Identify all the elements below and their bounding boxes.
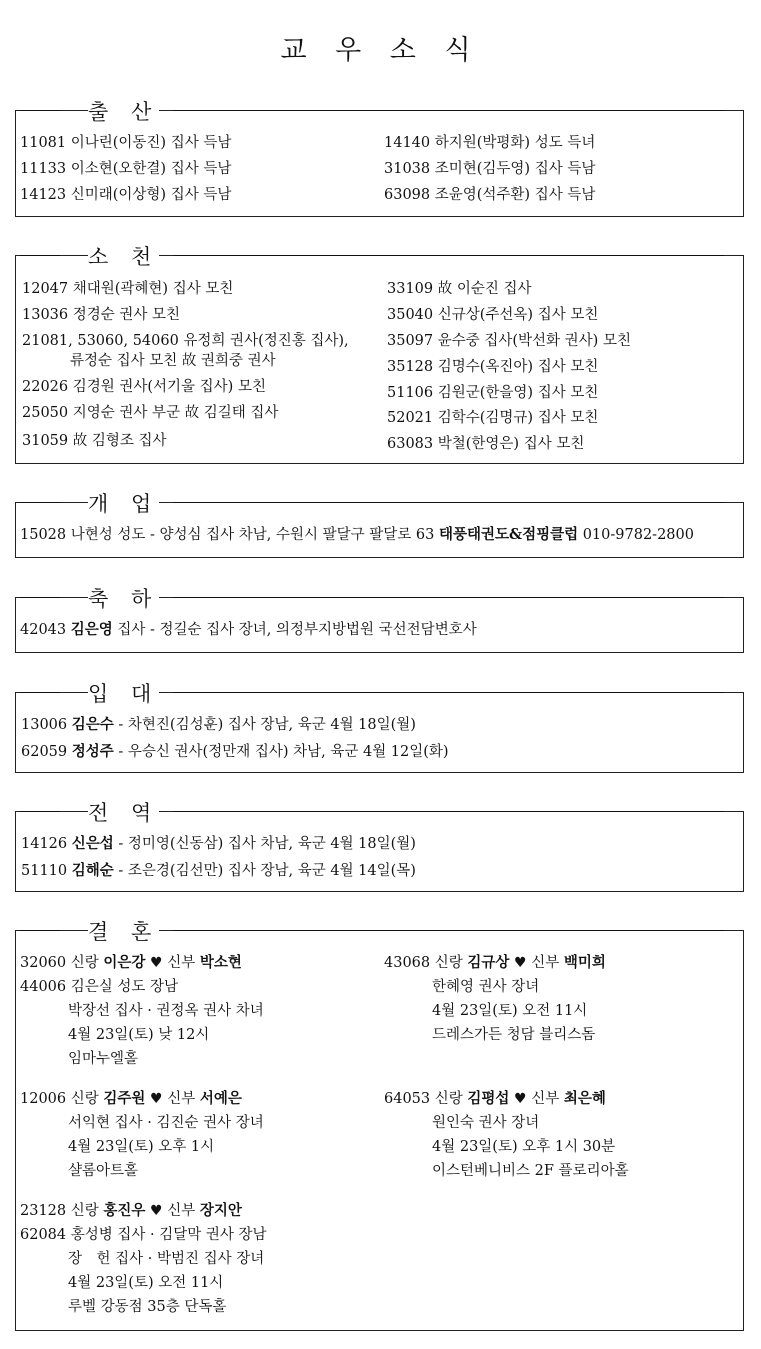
birth-item: 14140 하지원(박평화) 성도 득녀 [384,135,596,151]
wedding-line: 4월 23일(토) 오후 1시 30분 [432,1139,616,1155]
wedding-couple: 32060 신랑 이은강 ♥ 신부 박소현 [20,954,242,971]
wedding-line: 샬롬아트홀 [68,1163,139,1179]
enlist-item: 62059 정성주 - 우승신 권사(정만재 집사) 차남, 육군 4월 12일(화) [21,743,449,760]
opening-heading-label: 개 업 [88,488,159,518]
wedding-couple: 23128 신랑 홍진우 ♥ 신부 장지안 [20,1202,242,1219]
death-item: 51106 김원군(한을영) 집사 모친 [387,385,599,401]
death-item: 13036 정경순 권사 모친 [22,307,181,323]
wedding-line: 드레스가든 청담 블리스돔 [432,1027,596,1043]
death-item: 52021 김학수(김명규) 집사 모친 [387,410,599,426]
wedding-line: 4월 23일(토) 오후 1시 [68,1139,215,1155]
wedding-line: 44006 김은실 성도 장남 [20,979,179,995]
death-item: 33109 故 이순진 집사 [387,281,532,297]
death-item: 63083 박철(한영은) 집사 모친 [387,436,585,452]
wedding-line: 4월 23일(토) 오전 11시 [68,1275,224,1291]
wedding-line: 박장선 집사 · 권정옥 권사 차녀 [68,1003,264,1019]
discharge-item: 14126 신은섭 - 정미영(신동삼) 집사 차남, 육군 4월 18일(월) [21,835,416,852]
wedding-line: 임마누엘홀 [68,1051,139,1067]
heart-icon: ♥ [150,955,163,971]
enlist-heading-label: 입 대 [88,678,159,708]
wedding-line: 원인숙 권사 장녀 [432,1115,540,1131]
wedding-heading-label: 결 혼 [88,916,159,946]
heart-icon: ♥ [514,1091,527,1107]
wedding-line: 62084 홍성병 집사 · 김달막 권사 장남 [20,1227,267,1243]
opening-business-name: 태풍태권도&점핑클럽 [438,526,579,543]
death-item: 35040 신규상(주선옥) 집사 모친 [387,307,599,323]
wedding-line: 4월 23일(토) 낮 12시 [68,1027,210,1043]
wedding-line: 서익현 집사 · 김진순 권사 장녀 [68,1115,264,1131]
birth-box [15,110,744,217]
discharge-heading-label: 전 역 [88,797,159,827]
death-item: 21081, 53060, 54060 유정희 권사(정진홍 집사), [22,333,349,349]
death-item: 12047 채대원(곽혜현) 집사 모친 [22,281,234,297]
death-item: 22026 김경원 권사(서기울 집사) 모친 [22,379,266,395]
heart-icon: ♥ [150,1203,163,1219]
birth-heading-label: 출 산 [88,96,159,126]
death-box [15,255,744,464]
wedding-line: 한혜영 권사 장녀 [432,979,540,995]
page-title: 교 우 소 식 [280,35,481,66]
death-heading-label: 소 천 [88,241,159,271]
wedding-couple: 43068 신랑 김규상 ♥ 신부 백미희 [384,954,606,971]
death-item: 31059 故 김형조 집사 [22,433,167,449]
wedding-line: 루벨 강동점 35층 단독홀 [68,1299,227,1315]
birth-item: 63098 조윤영(석주환) 집사 득남 [384,187,596,203]
birth-item: 31038 조미현(김두영) 집사 득남 [384,161,596,177]
enlist-item: 13006 김은수 - 차현진(김성훈) 집사 장남, 육군 4월 18일(월) [21,716,416,733]
wedding-couple: 12006 신랑 김주원 ♥ 신부 서예은 [20,1090,242,1107]
wedding-line: 장 헌 집사 · 박범진 집사 장녀 [68,1251,265,1267]
congrats-heading-label: 축 하 [88,583,159,613]
wedding-box [15,930,744,1331]
heart-icon: ♥ [514,955,527,971]
heart-icon: ♥ [150,1091,163,1107]
birth-item: 11081 이나린(이동진) 집사 득남 [20,135,232,151]
opening-text: 15028 나현성 성도 - 양성심 집사 차남, 수원시 팔달구 팔달로 63 태풍태권도&점핑클럽 010-9782-2800 [20,526,694,543]
death-item: 류정순 집사 모친 故 권희중 권사 [70,353,276,369]
congrats-text: 42043 김은영 집사 - 정길순 집사 장녀, 의정부지방법원 국선전담변호사 [20,621,477,638]
death-item: 35097 윤수중 집사(박선화 권사) 모친 [387,333,631,349]
wedding-couple: 64053 신랑 김평섭 ♥ 신부 최은혜 [384,1090,606,1107]
birth-item: 14123 신미래(이상형) 집사 득남 [20,187,232,203]
discharge-item: 51110 김해순 - 조은경(김선만) 집사 장남, 육군 4월 14일(목) [21,862,416,879]
death-item: 35128 김명수(옥진아) 집사 모친 [387,359,599,375]
death-item: 25050 지영순 권사 부군 故 김길태 집사 [22,405,279,421]
wedding-line: 이스턴베니비스 2F 플로리아홀 [432,1163,629,1179]
birth-item: 11133 이소현(오한결) 집사 득남 [20,161,232,177]
wedding-line: 4월 23일(토) 오전 11시 [432,1003,588,1019]
